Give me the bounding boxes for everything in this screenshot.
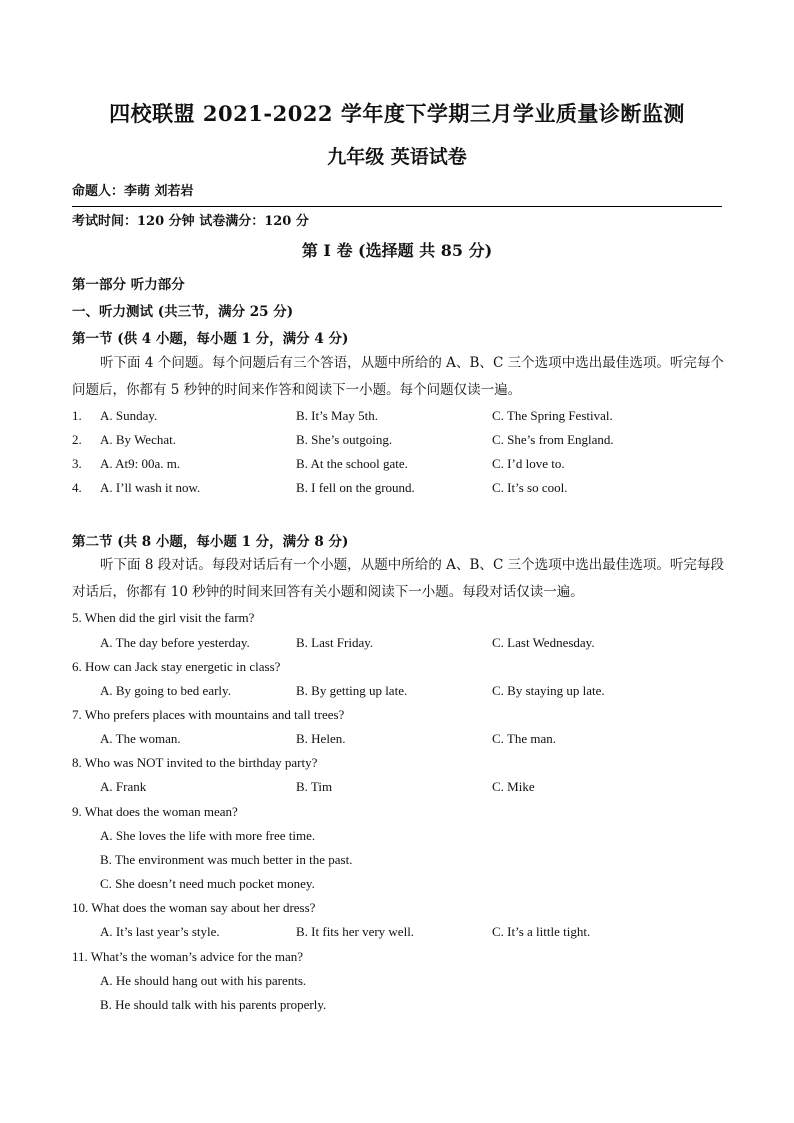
question-10: 10. What does the woman say about her dress? [72,900,316,915]
option-a: A. The day before yesterday. [100,635,250,650]
section2-instruction: 听下面 8 段对话。每段对话后有一个小题，从题中所给的 A、B、C 三个选项中选出最佳选项。听完每段对话后，你都有 10 秒钟的时间来回答有关小题和阅读下一小题。每段对话仅读一遍。 [72,557,724,600]
list-item [72,432,724,452]
option-c: C. Last Wednesday. [492,635,595,650]
option-c: C. It’s so cool. [492,480,568,495]
section1-instruction: 听下面 4 个问题。每个问题后有三个答语，从题中所给的 A、B、C 三个选项中选出最佳选项。听完每个问题后，你都有 5 秒钟的时间来作答和阅读下一小题。每个问题仅读一遍。 [72,355,724,398]
option-c: C. She doesn’t need much pocket money. [100,876,315,891]
option-c: C. She’s from England. [492,432,614,447]
item-number: 4. [72,480,82,495]
list-item [72,480,724,500]
option-b: B. Tim [296,779,333,794]
option-a: A. She loves the life with more free time. [100,828,316,843]
option-a: A. I’ll wash it now. [100,480,201,495]
option-c: C. I’d love to. [492,456,565,471]
exam-title: 四校联盟 2021-2022 学年度下学期三月学业质量诊断监测 [109,101,685,126]
option-b: B. I fell on the ground. [296,480,415,495]
option-b: B. At the school gate. [296,456,408,471]
part-title: 第一部分 听力部分 [72,277,185,293]
option-a: A. At9: 00a. m. [100,456,181,471]
option-b: B. It fits her very well. [296,924,415,939]
option-b: B. Last Friday. [296,635,374,650]
option-b: B. It’s May 5th. [296,408,378,423]
item-number: 3. [72,456,82,471]
option-a: A. Sunday. [100,408,158,423]
list-item [72,408,724,428]
option-b: B. Helen. [296,731,346,746]
list-item [72,456,724,476]
exam-info-line: 考试时间：120 分钟 试卷满分：120 分 [72,214,309,229]
option-a: A. By going to bed early. [100,683,231,698]
question-9: 9. What does the woman mean? [72,804,238,819]
question-6: 6. How can Jack stay energetic in class? [72,659,281,674]
volume-title: 第 I 卷 (选择题 共 85 分) [301,241,493,260]
option-c: C. The Spring Festival. [492,408,613,423]
option-a: A. By Wechat. [100,432,176,447]
option-c: C. It’s a little tight. [492,924,591,939]
option-a: A. He should hang out with his parents. [100,973,307,988]
exam-subtitle: 九年级 英语试卷 [327,146,467,168]
question-7: 7. Who prefers places with mountains and tall trees? [72,707,345,722]
option-b: B. He should talk with his parents properly. [100,997,327,1012]
question-11: 11. What’s the woman’s advice for the man? [72,949,304,964]
item-number: 1. [72,408,82,423]
section2-title: 第二节 (共 8 小题，每小题 1 分，满分 8 分) [72,534,349,550]
option-c: C. The man. [492,731,557,746]
question-8: 8. Who was NOT invited to the birthday party? [72,755,318,770]
author-line: 命题人：李萌 刘若岩 [72,184,194,199]
option-b: B. By getting up late. [296,683,408,698]
question-5: 5. When did the girl visit the farm? [72,610,255,625]
option-a: A. It’s last year’s style. [100,924,220,939]
option-c: C. Mike [492,779,535,794]
option-c: C. By staying up late. [492,683,605,698]
section1-title: 第一节 (供 4 小题，每小题 1 分，满分 4 分) [72,331,349,347]
header-divider [72,206,722,207]
item-number: 2. [72,432,82,447]
option-b: B. She’s outgoing. [296,432,393,447]
listening-title: 一、听力测试 (共三节，满分 25 分) [72,304,294,320]
option-b: B. The environment was much better in the past. [100,852,353,867]
option-a: A. Frank [100,779,147,794]
option-a: A. The woman. [100,731,181,746]
